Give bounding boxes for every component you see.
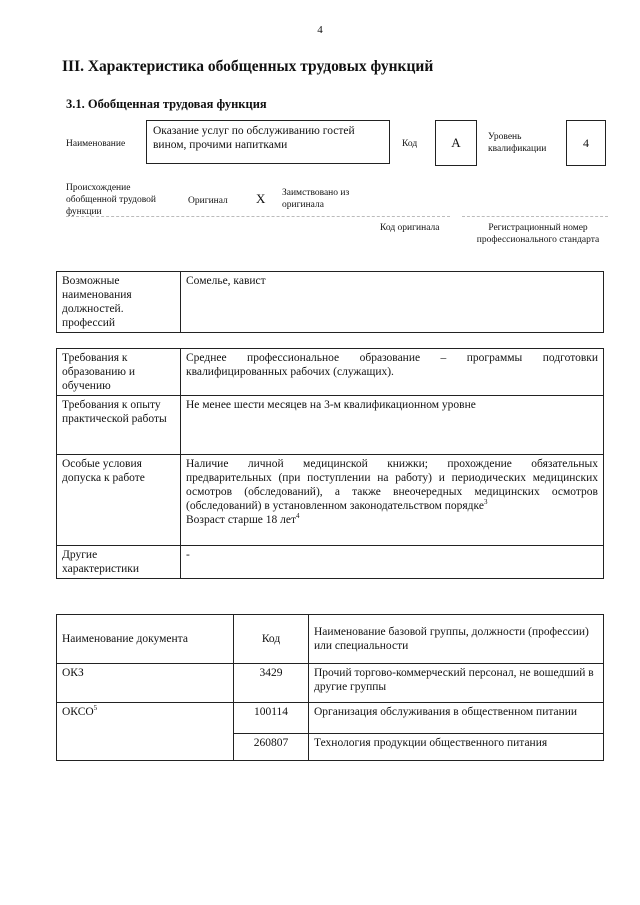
original-code-label: Код оригинала (380, 223, 440, 233)
code-label: Код (402, 139, 418, 149)
req-value-admission (181, 455, 604, 546)
doc-okso (57, 703, 234, 761)
req-value-experience: Не менее шести месяцев на 3-м квалификационном уровне (181, 396, 604, 455)
reg-number-label: Регистрационный номер профессионального стандарта (476, 223, 600, 245)
table-row (57, 546, 604, 579)
table-row (57, 272, 604, 333)
positions-table (56, 271, 604, 333)
table-row (57, 396, 604, 455)
positions-label: Возможные наименования должностей. профессий (57, 272, 181, 333)
footnote-3: 3 (483, 498, 488, 507)
doc-okso-text: ОКСО (62, 706, 94, 718)
col-header-code: Код (234, 615, 309, 664)
col-header-name: Наименование базовой группы, должности (профессии) или специальности (309, 615, 604, 664)
req-label-admission: Особые условия допуска к работе (57, 455, 181, 546)
classifiers-table (56, 614, 604, 761)
admission-text: Наличие личной медицинской книжки; прохождение обязательных предварительных (при поступлении на работу) и периодических медицинских осмотров (обследований), а также внеочередных медицинских осмотров (обследований) в установленном законодательством порядке (186, 458, 598, 512)
page-number: 4 (317, 24, 323, 36)
table-row (57, 349, 604, 396)
footnote-4: 4 (296, 512, 300, 521)
function-name-box: Оказание услуг по обслуживанию гостей вином, прочими напитками (146, 120, 390, 164)
table-row (57, 455, 604, 546)
table-row (57, 703, 604, 734)
name-okso-1: Организация обслуживания в общественном питании (309, 703, 604, 734)
table-row (57, 664, 604, 703)
level-label: Уровень квалификации (488, 132, 547, 154)
name-label: Наименование (66, 139, 126, 149)
col-header-document: Наименование документа (57, 615, 234, 664)
table-header-row (57, 615, 604, 664)
code-okso-1: 100114 (234, 703, 309, 734)
reg-line (462, 216, 608, 217)
req-label-experience: Требования к опыту практической работы (57, 396, 181, 455)
req-value-education: Среднее профессиональное образование – программы подготовки квалифицированных рабочих (служащих). (181, 349, 604, 396)
req-label-education: Требования к образованию и обучению (57, 349, 181, 396)
code-okz: 3429 (234, 664, 309, 703)
req-value-other: - (181, 546, 604, 579)
section-title: III. Характеристика обобщенных трудовых функций (62, 58, 434, 75)
requirements-table (56, 348, 604, 579)
name-okso-2: Технология продукции общественного питания (309, 734, 604, 761)
code-value-box: А (435, 120, 477, 166)
borrowed-label: Заимствовано из оригинала (282, 188, 350, 210)
positions-value: Сомелье, кавист (181, 272, 604, 333)
doc-okz: ОКЗ (57, 664, 234, 703)
original-mark: X (256, 191, 266, 206)
code-okso-2: 260807 (234, 734, 309, 761)
level-value-box: 4 (566, 120, 606, 166)
origin-line (66, 216, 450, 217)
name-okz: Прочий торгово-коммерческий персонал, не вошедший в другие группы (309, 664, 604, 703)
origin-label: Происхождение обобщенной трудовой функции (66, 183, 156, 217)
footnote-5: 5 (93, 704, 98, 713)
age-text: Возраст старше 18 лет (186, 514, 297, 526)
subsection-title: 3.1. Обобщенная трудовая функция (66, 97, 267, 111)
original-label: Оригинал (188, 196, 228, 206)
req-label-other: Другие характеристики (57, 546, 181, 579)
